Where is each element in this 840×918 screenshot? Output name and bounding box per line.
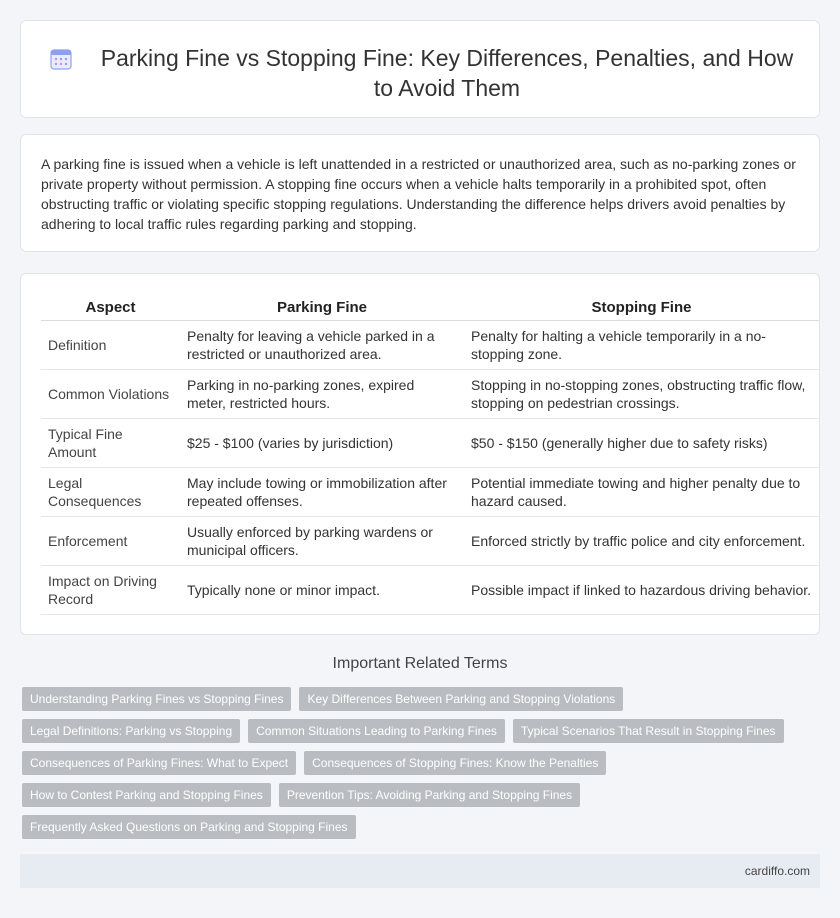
related-terms-list	[22, 687, 812, 839]
row-stopping: Possible impact if linked to hazardous driving behavior.	[464, 565, 819, 614]
row-parking: Penalty for leaving a vehicle parked in a restricted or unauthorized area.	[180, 320, 464, 369]
related-term-tag[interactable]: Frequently Asked Questions on Parking and Stopping Fines	[22, 815, 356, 839]
related-term-tag[interactable]: Consequences of Parking Fines: What to Expect	[22, 751, 296, 775]
header-parking-fine: Parking Fine	[180, 296, 464, 320]
comparison-table-card	[20, 273, 820, 635]
row-parking: Parking in no-parking zones, expired meter, restricted hours.	[180, 369, 464, 418]
comparison-table	[41, 296, 819, 615]
related-term-tag[interactable]: Consequences of Stopping Fines: Know the Penalties	[304, 751, 606, 775]
related-term-tag[interactable]: Typical Scenarios That Result in Stopping Fines	[513, 719, 784, 743]
related-term-tag[interactable]: Legal Definitions: Parking vs Stopping	[22, 719, 240, 743]
row-stopping: Enforced strictly by traffic police and city enforcement.	[464, 516, 819, 565]
row-stopping: Potential immediate towing and higher penalty due to hazard caused.	[464, 467, 819, 516]
header-card	[20, 20, 820, 118]
page-title: Parking Fine vs Stopping Fine: Key Differences, Penalties, and How to Avoid Them	[100, 45, 794, 101]
row-stopping: Penalty for halting a vehicle temporarily in a no-stopping zone.	[464, 320, 819, 369]
header-aspect: Aspect	[41, 296, 180, 320]
table-row	[41, 516, 819, 565]
table-row	[41, 467, 819, 516]
row-aspect: Common Violations	[41, 369, 180, 418]
intro-card	[20, 134, 820, 252]
header-stopping-fine: Stopping Fine	[464, 296, 819, 320]
related-term-tag[interactable]: Prevention Tips: Avoiding Parking and Stopping Fines	[279, 783, 580, 807]
related-term-tag[interactable]: Key Differences Between Parking and Stopping Violations	[299, 687, 623, 711]
related-term-tag[interactable]: Understanding Parking Fines vs Stopping Fines	[22, 687, 291, 711]
row-aspect: Legal Consequences	[41, 467, 180, 516]
row-aspect: Enforcement	[41, 516, 180, 565]
table-row	[41, 320, 819, 369]
table-header-row	[41, 296, 819, 320]
related-term-tag[interactable]: Common Situations Leading to Parking Fines	[248, 719, 505, 743]
calendar-icon	[49, 47, 73, 71]
row-stopping: $50 - $150 (generally higher due to safety risks)	[464, 418, 819, 467]
intro-paragraph: A parking fine is issued when a vehicle is left unattended in a restricted or unauthorized area, such as no-parking zones or private property without permission. A stopping fine occurs when a vehicle halts temporarily in a prohibited spot, often obstructing traffic or violating specific stopping regulations. Understanding the difference helps drivers avoid penalties by adhering to local traffic rules regarding parking and stopping.	[41, 156, 796, 232]
table-row	[41, 418, 819, 467]
table-row	[41, 565, 819, 614]
row-parking: Usually enforced by parking wardens or municipal officers.	[180, 516, 464, 565]
row-parking: $25 - $100 (varies by jurisdiction)	[180, 418, 464, 467]
row-stopping: Stopping in no-stopping zones, obstructing traffic flow, stopping on pedestrian crossings.	[464, 369, 819, 418]
footer-site-name[interactable]: cardiffo.com	[744, 864, 810, 878]
row-aspect: Impact on Driving Record	[41, 565, 180, 614]
related-term-tag[interactable]: How to Contest Parking and Stopping Fines	[22, 783, 271, 807]
row-parking: Typically none or minor impact.	[180, 565, 464, 614]
related-terms-title: Important Related Terms	[332, 655, 508, 672]
table-row	[41, 369, 819, 418]
row-aspect: Definition	[41, 320, 180, 369]
title-row	[49, 43, 803, 103]
row-parking: May include towing or immobilization after repeated offenses.	[180, 467, 464, 516]
row-aspect: Typical Fine Amount	[41, 418, 180, 467]
footer	[20, 854, 820, 888]
